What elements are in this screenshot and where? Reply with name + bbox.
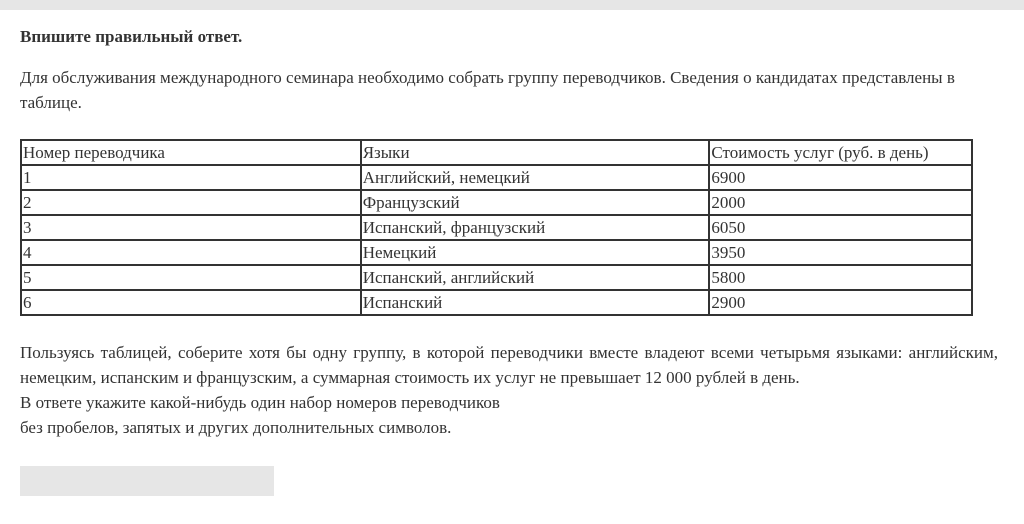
cost-cell: 5800 [709, 265, 972, 290]
cost-cell: 6900 [709, 165, 972, 190]
intro-text: Для обслуживания международного семинара необходимо собрать группу переводчиков. Сведения о кандидатах представлены в таблице. [20, 68, 955, 112]
translator-number-cell: 2 [21, 190, 361, 215]
cost-cell: 6050 [709, 215, 972, 240]
table-header-row [21, 140, 972, 165]
translators-table [20, 139, 973, 316]
languages-cell: Английский, немецкий [361, 165, 710, 190]
table-row [21, 165, 972, 190]
answer-input[interactable] [20, 466, 274, 496]
languages-cell: Французский [361, 190, 710, 215]
languages-cell: Немецкий [361, 240, 710, 265]
table-row [21, 215, 972, 240]
header-cost: Стоимость услуг (руб. в день) [709, 140, 972, 165]
table-row [21, 240, 972, 265]
header-translator-number: Номер переводчика [21, 140, 361, 165]
task-paragraph: Пользуясь таблицей, соберите хотя бы одну группу, в которой переводчики вместе владеют всеми четырьмя языками: английским, немецким, испанским и французским, а суммарная стоимость их услуг не превышает 12 000 рублей в день. [20, 343, 998, 387]
header-languages: Языки [361, 140, 710, 165]
translator-number-cell: 1 [21, 165, 361, 190]
cost-cell: 2900 [709, 290, 972, 315]
translator-number-cell: 3 [21, 215, 361, 240]
cost-cell: 3950 [709, 240, 972, 265]
languages-cell: Испанский, английский [361, 265, 710, 290]
task-answer-instruction: В ответе укажите какой-нибудь один набор номеров переводчиков [20, 393, 500, 412]
table-row [21, 190, 972, 215]
translator-number-cell: 4 [21, 240, 361, 265]
task-text [20, 340, 998, 440]
translator-number-cell: 5 [21, 265, 361, 290]
top-bar [0, 0, 1024, 10]
table-row [21, 265, 972, 290]
languages-cell: Испанский, французский [361, 215, 710, 240]
cost-cell: 2000 [709, 190, 972, 215]
translator-number-cell: 6 [21, 290, 361, 315]
languages-cell: Испанский [361, 290, 710, 315]
instruction-text: Впишите правильный ответ. [20, 27, 243, 46]
question-content [20, 26, 998, 440]
task-format-instruction: без пробелов, запятых и других дополнительных символов. [20, 418, 452, 437]
table-row [21, 290, 972, 315]
